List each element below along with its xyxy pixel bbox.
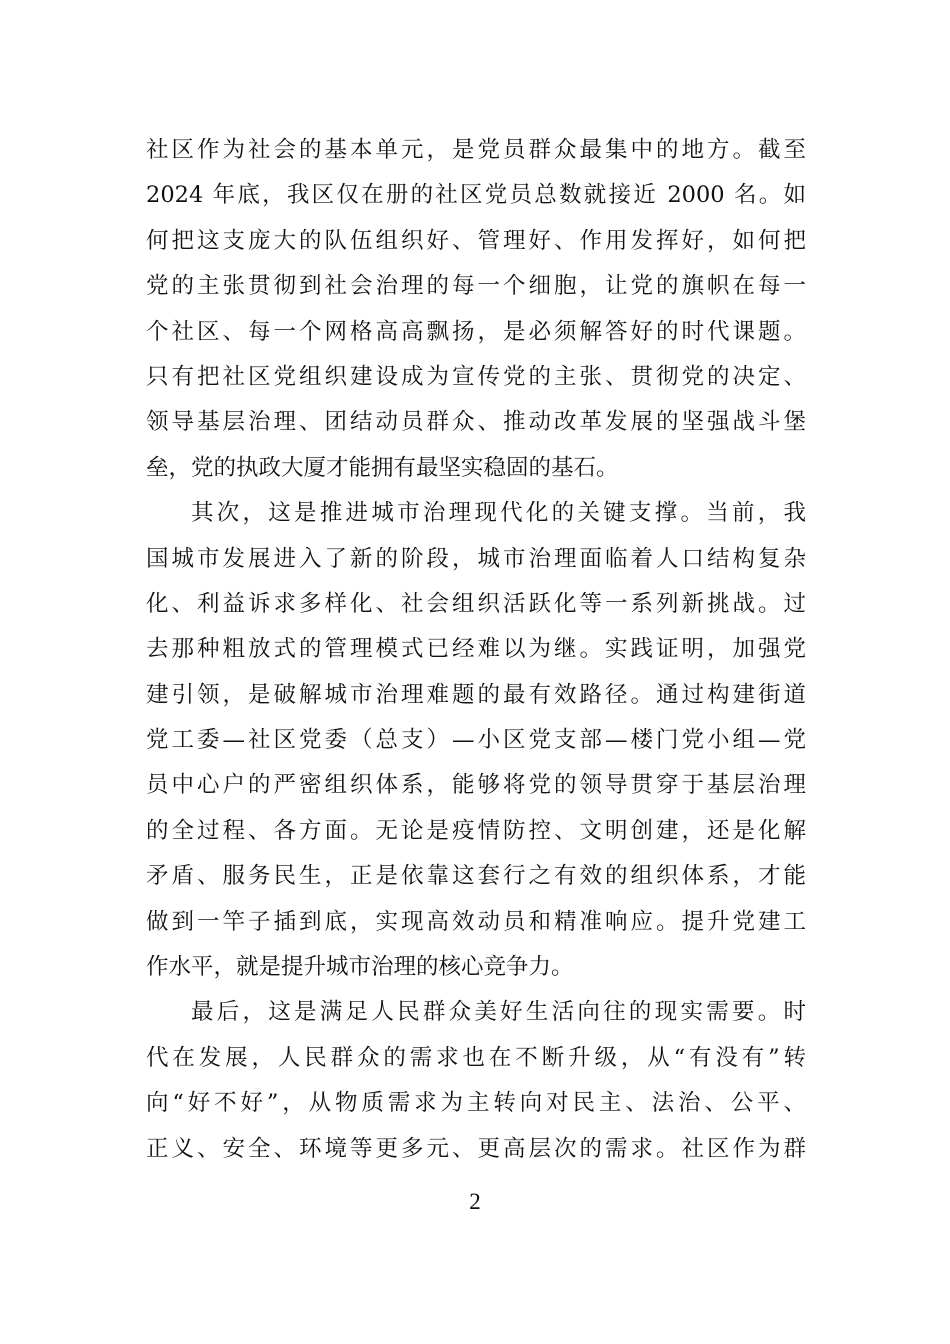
text-line: 化、利益诉求多样化、社会组织活跃化等一系列新挑战。过 (146, 590, 806, 617)
text-line: 国城市发展进入了新的阶段，城市治理面临着人口结构复杂 (146, 545, 806, 572)
text-line: 只有把社区党组织建设成为宣传党的主张、贯彻党的决定、 (146, 363, 806, 390)
text-line: 领导基层治理、团结动员群众、推动改革发展的坚强战斗堡 (146, 409, 806, 436)
text-line: 最后，这是满足人民群众美好生活向往的现实需要。时 (191, 999, 806, 1026)
text-line: 员中心户的严密组织体系，能够将党的领导贯穿于基层治理 (146, 772, 806, 799)
text-line: 其次，这是推进城市治理现代化的关键支撑。当前，我 (191, 500, 806, 527)
text-line: 个社区、每一个网格高高飘扬，是必须解答好的时代课题。 (146, 318, 806, 345)
text-line: 的全过程、各方面。无论是疫情防控、文明创建，还是化解 (146, 817, 806, 844)
text-line: 垒，党的执政大厦才能拥有最坚实稳固的基石。 (146, 454, 619, 481)
text-line: 正义、安全、环境等更多元、更高层次的需求。社区作为群 (146, 1135, 806, 1162)
text-line: 代在发展，人民群众的需求也在不断升级，从“有没有”转 (146, 1044, 806, 1071)
text-line: 建引领，是破解城市治理难题的最有效路径。通过构建街道 (146, 681, 806, 708)
text-line: 党工委—社区党委（总支）—小区党支部—楼门党小组—党 (146, 727, 806, 754)
text-line: 作水平，就是提升城市治理的核心竞争力。 (146, 954, 574, 981)
text-line: 社区作为社会的基本单元，是党员群众最集中的地方。截至 (146, 137, 806, 163)
text-line: 2024 年底，我区仅在册的社区党员总数就接近 2000 名。如 (146, 182, 806, 209)
text-line: 矛盾、服务民生，正是依靠这套行之有效的组织体系，才能 (146, 863, 806, 890)
page-number: 2 (469, 1189, 481, 1214)
text-line: 何把这支庞大的队伍组织好、管理好、作用发挥好，如何把 (146, 227, 806, 254)
text-line: 去那种粗放式的管理模式已经难以为继。实践证明，加强党 (146, 636, 806, 663)
text-line: 做到一竿子插到底，实现高效动员和精准响应。提升党建工 (146, 908, 806, 935)
text-line: 党的主张贯彻到社会治理的每一个细胞，让党的旗帜在每一 (146, 273, 806, 300)
body-text (146, 128, 806, 1172)
text-line: 向“好不好”，从物质需求为主转向对民主、法治、公平、 (146, 1090, 806, 1117)
